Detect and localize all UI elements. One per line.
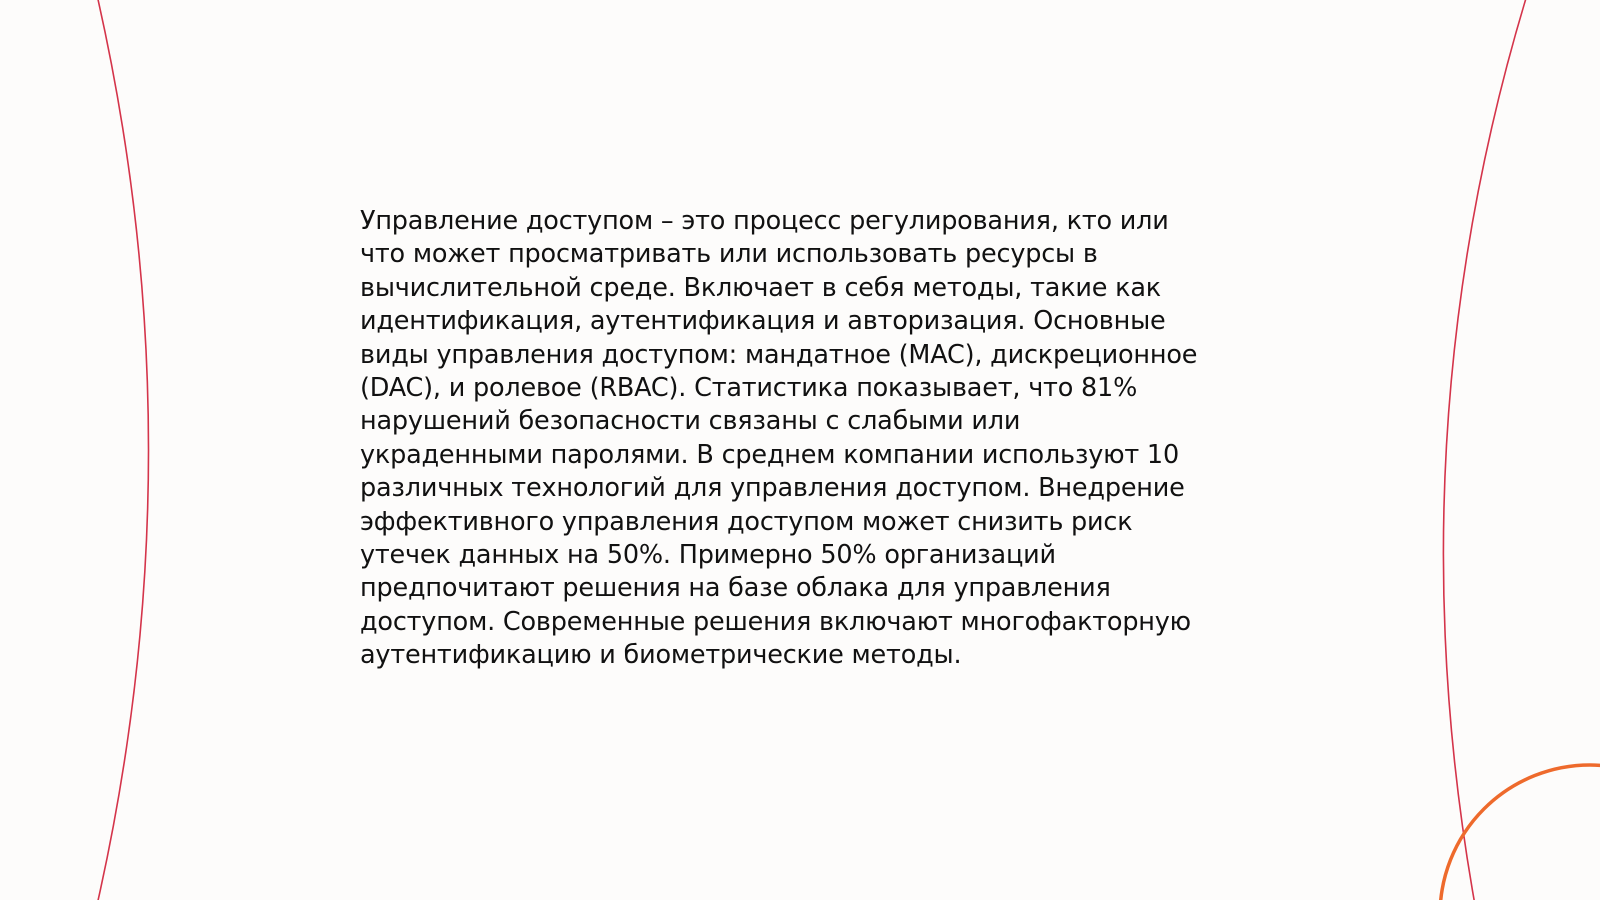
body-line: что может просматривать или использовать ресурсы в	[360, 239, 1098, 270]
body-line: вычислительной среде. Включает в себя методы, такие как	[360, 272, 1161, 303]
body-line: Управление доступом – это процесс регулирования, кто или	[360, 206, 1169, 236]
body-line: доступом. Современные решения включают многофакторную	[360, 606, 1191, 637]
body-line: предпочитают решения на базе облака для управления	[360, 573, 1111, 604]
body-line: виды управления доступом: мандатное (MAC), дискреционное	[360, 339, 1198, 370]
left-red-arc	[97, 0, 149, 900]
body-line: аутентификацию и биометрические методы.	[360, 640, 962, 671]
body-line: украденными паролями. В среднем компании используют 10	[360, 439, 1179, 470]
body-line: различных технологий для управления доступом. Внедрение	[360, 473, 1185, 504]
right-red-arc	[1443, 0, 1527, 900]
body-line: (DAC), и ролевое (RBAC). Статистика показывает, что 81%	[360, 373, 1138, 404]
body-line: нарушений безопасности связаны с слабыми или	[360, 406, 1021, 437]
orange-circle-arc	[1440, 765, 1600, 900]
body-line: утечек данных на 50%. Примерно 50% организаций	[360, 540, 1056, 571]
slide-body-text	[360, 205, 1230, 673]
body-line: эффективного управления доступом может снизить риск	[360, 506, 1133, 537]
body-line: идентификация, аутентификация и авторизация. Основные	[360, 306, 1166, 337]
